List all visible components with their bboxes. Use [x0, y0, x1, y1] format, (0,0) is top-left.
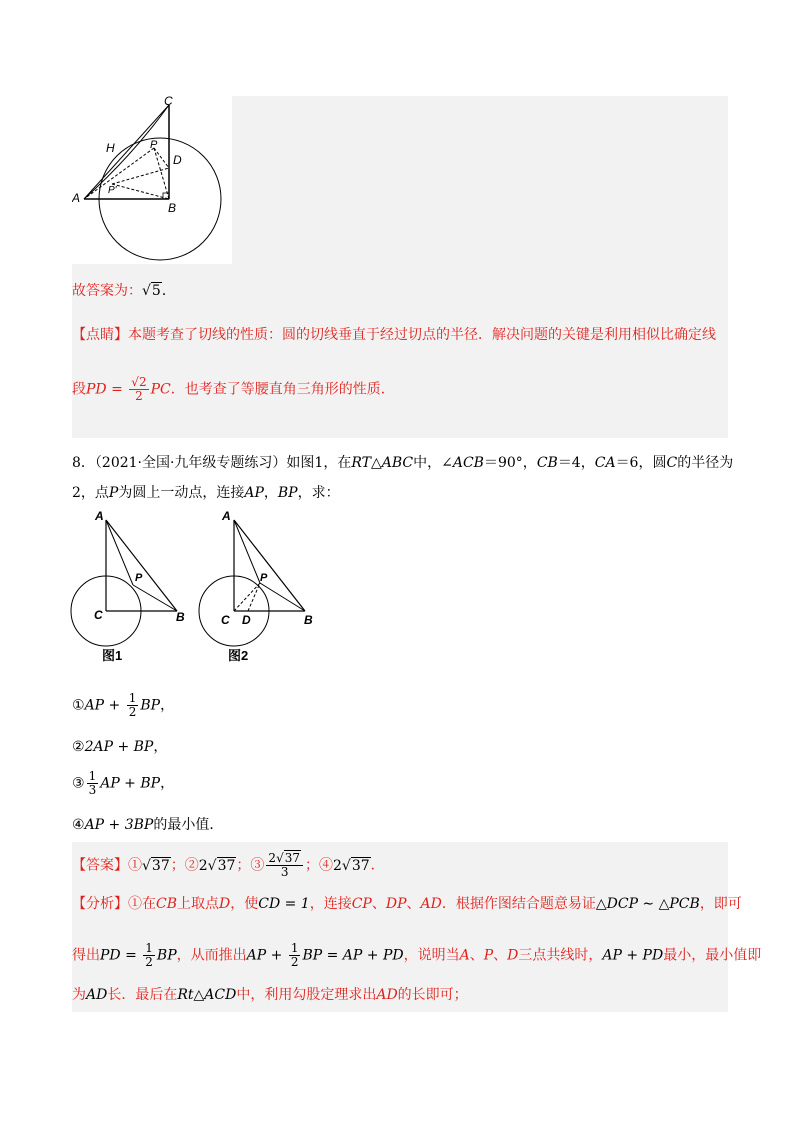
- svg-text:C: C: [94, 608, 103, 622]
- svg-text:A: A: [95, 509, 104, 523]
- item-3: ③ $\frac{1}{3}$ AP + BP，: [72, 769, 175, 797]
- svg-text:D: D: [242, 613, 251, 627]
- label-D: D: [173, 153, 182, 167]
- analysis-tag: 【分析】: [72, 896, 128, 912]
- figure-2: [194, 508, 324, 668]
- label-C: C: [164, 96, 173, 108]
- problem-line-2: 2，点P为圆上一动点，连接AP，BP，求：: [72, 485, 340, 501]
- figure-1-caption: 图1: [102, 648, 123, 663]
- label-P: P: [150, 139, 158, 151]
- svg-text:B: B: [304, 613, 313, 627]
- top-geometry-figure: [72, 96, 232, 264]
- answer-line: 故答案为：√5．: [72, 283, 176, 299]
- svg-text:B: B: [176, 610, 185, 624]
- label-H: H: [106, 141, 115, 155]
- figure-1: [68, 508, 192, 668]
- analysis-line-3: 为AD长．最后在Rt△ACD中，利用勾股定理求出AD的长即可；: [72, 987, 468, 1003]
- dianjing-line-1: 【点睛】本题考查了切线的性质：圆的切线垂直于经过切点的半径．解决问题的关键是利用相似比确定线: [72, 327, 716, 343]
- item-2: ②2AP + BP，: [72, 739, 168, 755]
- answer-tag: 【答案】: [72, 857, 128, 874]
- svg-text:A: A: [222, 509, 231, 523]
- item-4: ④AP + 3BP的最小值．: [72, 817, 224, 833]
- analysis-line-1: 【分析】①在CB上取点D，使CD = 1，连接CP、DP、AD．根据作图结合题意易证△DCP ∼ △PCB，即可: [72, 896, 742, 912]
- item-1: ①AP + $\frac{1}{2}$ BP，: [72, 691, 175, 719]
- svg-text:C: C: [221, 613, 230, 627]
- svg-text:P: P: [260, 572, 268, 584]
- label-B: B: [168, 201, 177, 215]
- analysis-line-2: 得出PD = $\frac{1}{2}$ BP，从而推出AP + $\frac{1}{2}$ BP = AP + PD，说明当A、P、D三点共线时，AP + PD最小，最小值即: [72, 941, 762, 969]
- problem-line-1: 8．（2021·全国·九年级专题练习）如图1，在RT△ABC中，∠ACB＝90°，CB＝4，CA＝6，圆C的半径为: [72, 455, 734, 471]
- dianjing-line-2: 段PD = $\frac{√2}{2}$ PC．也考查了等腰直角三角形的性质．: [72, 375, 395, 403]
- figure-2-caption: 图2: [228, 648, 249, 663]
- label-A: A: [72, 191, 81, 205]
- answer-block: 【答案】①√37；②2√37；③ $\frac{2√37}{3}$ ；④2√37．: [72, 851, 385, 879]
- svg-text:P: P: [135, 572, 143, 584]
- answer-sqrt: √5: [142, 283, 161, 299]
- label-P-prime: P': [108, 185, 117, 196]
- dianjing-tag: 【点睛】: [72, 327, 128, 343]
- answer-label: 故答案为：: [72, 283, 142, 299]
